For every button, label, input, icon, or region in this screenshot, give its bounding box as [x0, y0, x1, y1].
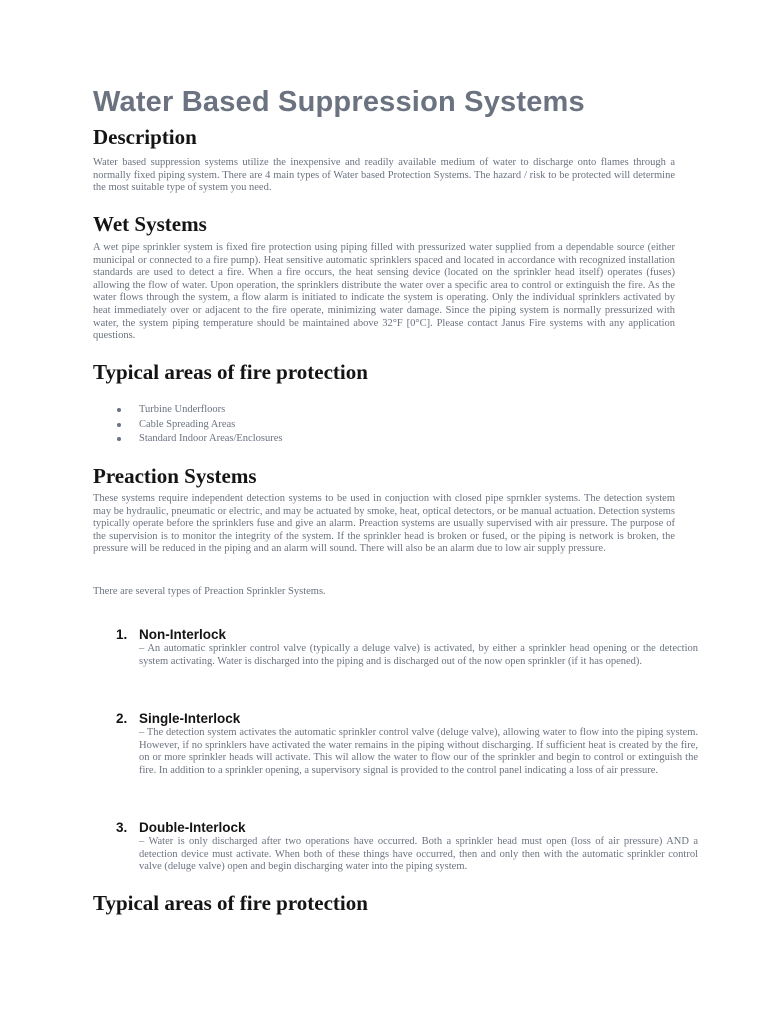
- item-number: 2.: [116, 711, 128, 726]
- preaction-intro: There are several types of Preaction Sprinkler Systems.: [93, 586, 326, 597]
- description-heading: Description: [93, 125, 197, 149]
- list-item: Standard Indoor Areas/Enclosures: [93, 432, 282, 447]
- bullet-icon: [117, 437, 121, 441]
- item-text: – The detection system activates the automatic sprinkler control valve (deluge valve), allowing water to flow into the piping system. However, if no sprinklers have activated the water remains in the piping without discharging. If sufficient heat is created by the fire, on or more sprinkler heads will activate. This wil allow the water to flow our of the sprinkler and begin to control or extinguish the fire. In addition to a sprinkler opening, a supervisory signal is provided to the control panel indicating a loss of air pressure.: [139, 727, 698, 776]
- typical-areas-list: [93, 403, 282, 447]
- wet-systems-text: A wet pipe sprinkler system is fixed fire protection using piping filled with pressurized water supplied from a dependable source (either municipal or connected to a fire pump). Heat sensitive automatic sprinklers spaced and located in accordance with recognized installation standards are used to detect a fire. When a fire occurs, the heat sensing device (located on the sprinkler head itself) operates (fuses) allowing the flow of water. Upon operation, the sprinklers distribute the water over a specific area to control or extinguish the fire. As the water flows through the system, a flow alarm is initiated to indicate the system is operating. Only the individual sprinklers activated by heat immediately over or adjacent to the fire operate, minimizing water damage. Since the piping system is normally pressurized with water, the system piping temperature should be maintained above 32°F [0°C]. Please contact Janus Fire systems with any application questions.: [93, 242, 675, 342]
- item-number: 1.: [116, 627, 128, 642]
- description-text: Water based suppression systems utilize the inexpensive and readily available medium of water to discharge onto flames through a normally fixed piping system. There are 4 main types of Water based Protection Systems. The hazard / risk to be protected will determine the most suitable type of system you need.: [93, 157, 675, 194]
- bullet-icon: [117, 408, 121, 412]
- bullet-icon: [117, 423, 121, 427]
- item-text: – Water is only discharged after two operations have occurred. Both a sprinkler head must open (loss of air pressure) AND a detection device must activate. When both of these things have occurred, then and only then with the automatic sprinkler control valve (deluge valve) open and begin discharging water into the piping system.: [139, 836, 698, 873]
- list-item: Cable Spreading Areas: [93, 418, 282, 433]
- item-title: Non-Interlock: [139, 627, 227, 642]
- page-title: Water Based Suppression Systems: [93, 86, 585, 118]
- typical-areas-heading: Typical areas of fire protection: [93, 360, 368, 384]
- preaction-heading: Preaction Systems: [93, 464, 257, 488]
- item-title: Double-Interlock: [139, 820, 246, 835]
- wet-systems-heading: Wet Systems: [93, 212, 207, 236]
- list-item: Turbine Underfloors: [93, 403, 282, 418]
- preaction-text: These systems require independent detection systems to be used in conjuction with closed pipe sprnkler systems. The detection system may be hydraulic, pneumatic or electric, and may be actuated by smoke, heat, optical detectors, or be manual actuation. Detection systems typically operate before the sprinklers fuse and give an alarm. Preaction systems are usually supervised with air pressure. The purpose of the supervision is to monitor the integrity of the system. If the sprinkler head is broken or fused, or the piping is network is broken, the pressure will be reduced in the piping and an alarm will sound. There will also be an alarm due to low air supply pressure.: [93, 493, 675, 555]
- typical-areas-heading-2: Typical areas of fire protection: [93, 891, 368, 915]
- item-title: Single-Interlock: [139, 711, 241, 726]
- item-text: – An automatic sprinkler control valve (typically a deluge valve) is activated, by either a sprinkler head opening or the detection system activating. Water is discharged into the piping and is discharged out of the now open sprinkler (if it has opened).: [139, 643, 698, 667]
- item-number: 3.: [116, 820, 128, 835]
